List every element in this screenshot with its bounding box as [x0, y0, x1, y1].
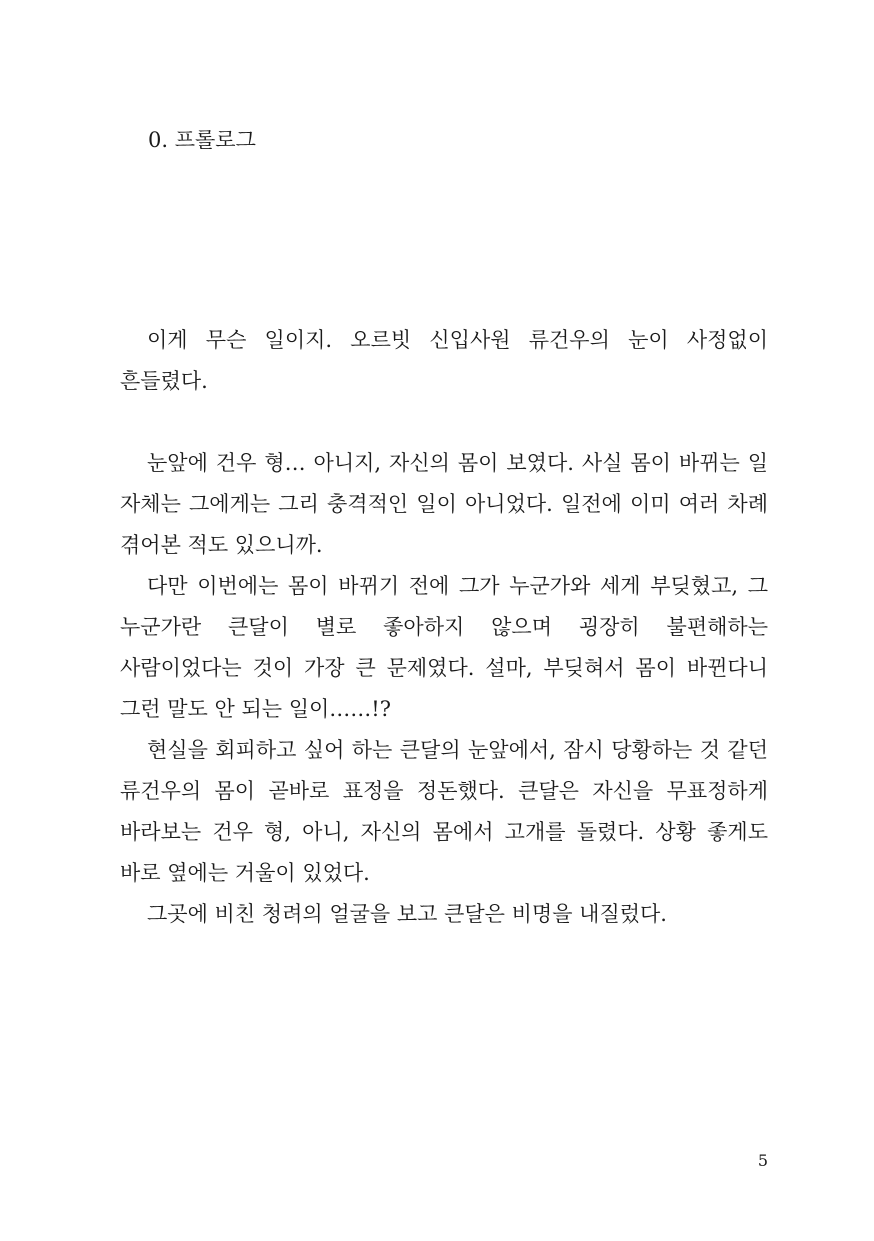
- paragraph: 그곳에 비친 청려의 얼굴을 보고 큰달은 비명을 내질렀다.: [147, 902, 667, 926]
- paragraph: 이게 무슨 일이지. 오르빗 신입사원 류건우의 눈이 사정없이 흔들렸다.: [120, 328, 768, 393]
- paragraph: 현실을 회피하고 싶어 하는 큰달의 눈앞에서, 잠시 당황하는 것 같던 류건우의 몸이 곧바로 표정을 정돈했다. 큰달은 자신을 무표정하게 바라보는 건우 형, 아니, 자신의 몸에서 고개를 돌렸다. 상황 좋게도 바로 옆에는 거울이 있었다.: [120, 738, 768, 885]
- paragraph: 눈앞에 건우 형… 아니지, 자신의 몸이 보였다. 사실 몸이 바뀌는 일 자체는 그에게는 그리 충격적인 일이 아니었다. 일전에 이미 여러 차례 겪어본 적도 있으니까.: [120, 451, 768, 557]
- page-number: 5: [757, 1151, 768, 1170]
- paragraph-spacer: [120, 402, 768, 443]
- chapter-title: 0. 프롤로그: [148, 128, 256, 152]
- body-text: [120, 320, 768, 935]
- paragraph: 다만 이번에는 몸이 바뀌기 전에 그가 누군가와 세게 부딪혔고, 그 누군가란 큰달이 별로 좋아하지 않으며 굉장히 불편해하는 사람이었다는 것이 가장 큰 문제였다. 설마, 부딪혀서 몸이 바뀐다니 그런 말도 안 되는 일이……!?: [120, 574, 768, 721]
